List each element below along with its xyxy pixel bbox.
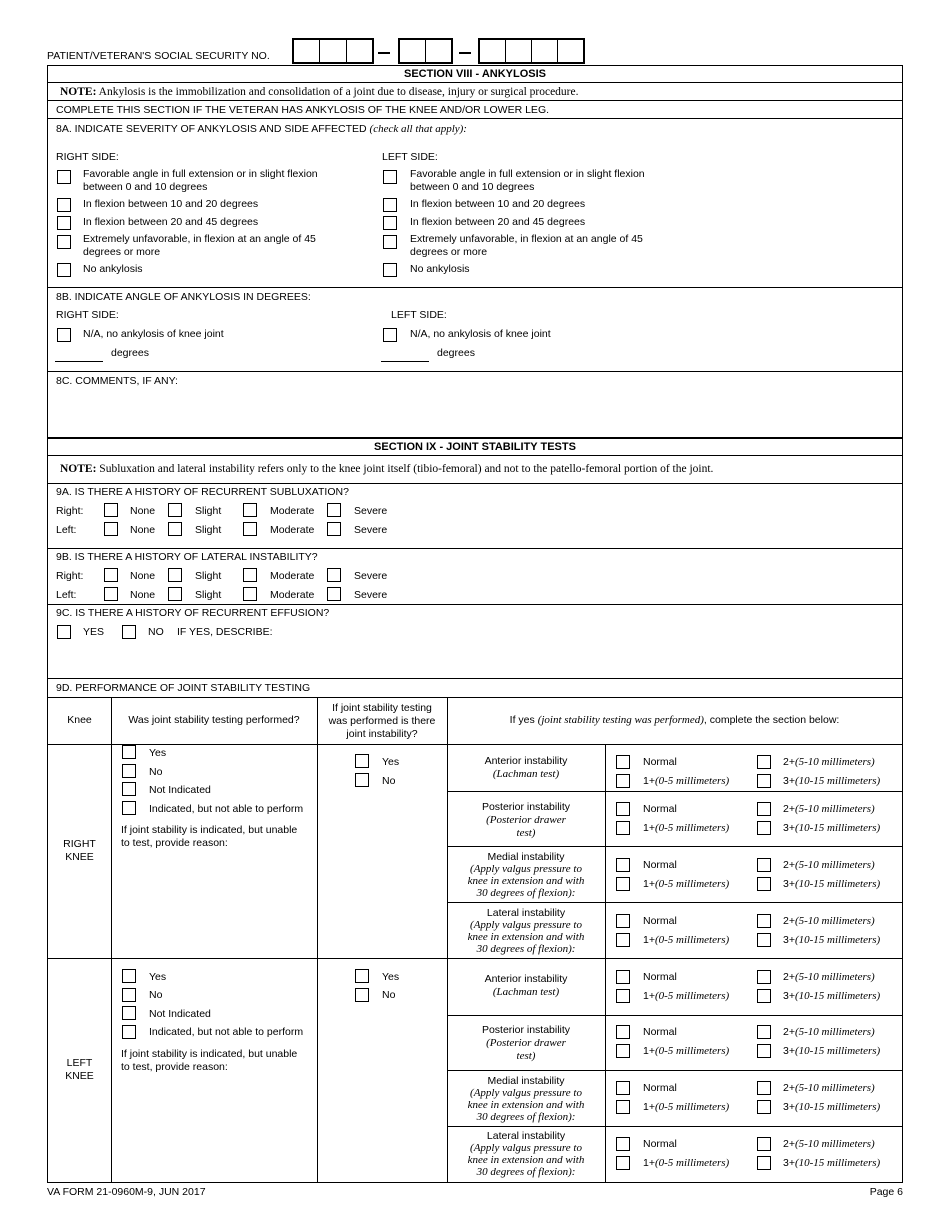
rk-posterior-normal-checkbox[interactable]	[616, 802, 630, 816]
rk-inst-no-checkbox[interactable]	[355, 773, 369, 787]
8a-right-20-45-checkbox[interactable]	[57, 216, 71, 230]
9a-right-severe-checkbox[interactable]	[327, 503, 341, 517]
opt: Moderate	[270, 505, 315, 517]
rk-perf-yes-checkbox[interactable]	[122, 745, 136, 759]
lk-lateral-2plus-checkbox[interactable]	[757, 1137, 771, 1151]
opt: Moderate	[270, 589, 315, 601]
lk-posterior-1plus-checkbox[interactable]	[616, 1044, 630, 1058]
opt: None	[130, 570, 156, 582]
opt: NO	[148, 626, 164, 638]
lk-inst-no-checkbox[interactable]	[355, 988, 369, 1002]
ssn-dash	[378, 52, 390, 54]
8b-left-na-checkbox[interactable]	[383, 328, 397, 342]
opt: 2+(5-10 millimeters)	[783, 915, 875, 927]
opt: 1+(0-5 millimeters)	[643, 1157, 730, 1169]
divider	[48, 82, 902, 83]
8b-right-degrees-input[interactable]	[55, 361, 103, 362]
opt: In flexion between 10 and 20 degrees	[410, 198, 586, 210]
9b-left-severe-checkbox[interactable]	[327, 587, 341, 601]
opt: No	[382, 775, 396, 787]
left-knee-label: LEFT KNEE	[65, 1057, 94, 1082]
q9d-label: 9D. PERFORMANCE OF JOINT STABILITY TESTING	[56, 682, 311, 694]
9b-left-moderate-checkbox[interactable]	[243, 587, 257, 601]
right-label: Right:	[56, 570, 84, 582]
9b-left-none-checkbox[interactable]	[104, 587, 118, 601]
lk-anterior-2plus-checkbox[interactable]	[757, 970, 771, 984]
s8-instruction: COMPLETE THIS SECTION IF THE VETERAN HAS ANKYLOSIS OF THE KNEE AND/OR LOWER LEG.	[56, 104, 550, 116]
opt: Yes	[382, 971, 400, 983]
deg: degrees	[111, 347, 149, 359]
rk-anterior-label: Anterior instability (Lachman test)	[484, 755, 568, 780]
section-9-title: SECTION IX - JOINT STABILITY TESTS	[374, 441, 576, 453]
q9b-label: 9B. IS THERE A HISTORY OF LATERAL INSTABILITY?	[56, 551, 318, 563]
8a-right-favorable-checkbox[interactable]	[57, 170, 71, 184]
opt: Extremely unfavorable, in flexion at an angle of 45	[410, 233, 643, 245]
8a-left-unfavorable-checkbox[interactable]	[383, 235, 397, 249]
section-8-title: SECTION VIII - ANKYLOSIS	[404, 68, 546, 80]
opt: 2+(5-10 millimeters)	[783, 756, 875, 768]
lk-lateral-label: Lateral instability (Apply valgus pressure to knee in extension and with 30 degrees of flexion):	[467, 1130, 585, 1178]
ssn-dash	[459, 52, 471, 54]
right-knee-label: RIGHT KNEE	[63, 838, 96, 863]
opt: N/A, no ankylosis of knee joint	[410, 328, 551, 340]
rk-lateral-label: Lateral instability (Apply valgus pressure to knee in extension and with 30 degrees of flexion):	[467, 907, 585, 955]
opt: Slight	[195, 589, 222, 601]
s9-note: NOTE: Subluxation and lateral instability refers only to the knee joint itself (tibio-femoral) and not to the patello-femoral portion of the joint.	[60, 463, 714, 475]
opt: Slight	[195, 505, 222, 517]
rk-inst-yes-checkbox[interactable]	[355, 754, 369, 768]
opt: Slight	[195, 524, 222, 536]
describe-label: IF YES, DESCRIBE:	[177, 626, 273, 638]
opt: Indicated, but not able to perform	[149, 803, 304, 815]
rk-anterior-1plus-checkbox[interactable]	[616, 774, 630, 788]
lk-anterior-normal-checkbox[interactable]	[616, 970, 630, 984]
opt: Normal	[643, 756, 677, 768]
opt: Normal	[643, 915, 677, 927]
opt: In flexion between 20 and 45 degrees	[410, 216, 586, 228]
opt: Severe	[354, 524, 388, 536]
left-label: Left:	[56, 524, 77, 536]
opt: 3+(10-15 millimeters)	[783, 822, 881, 834]
opt: 1+(0-5 millimeters)	[643, 775, 730, 787]
opt: Yes	[149, 971, 167, 983]
opt: Normal	[643, 1082, 677, 1094]
opt: Normal	[643, 971, 677, 983]
rk-lateral-1plus-checkbox[interactable]	[616, 933, 630, 947]
opt: N/A, no ankylosis of knee joint	[83, 328, 224, 340]
rk-posterior-1plus-checkbox[interactable]	[616, 821, 630, 835]
rk-lateral-3plus-checkbox[interactable]	[757, 933, 771, 947]
opt: Favorable angle in full extension or in slight flexion	[83, 168, 318, 180]
rk-medial-2plus-checkbox[interactable]	[757, 858, 771, 872]
right-label: Right:	[56, 505, 84, 517]
opt: 1+(0-5 millimeters)	[643, 878, 730, 890]
9a-left-severe-checkbox[interactable]	[327, 522, 341, 536]
opt: In flexion between 10 and 20 degrees	[83, 198, 259, 210]
lk-anterior-label: Anterior instability (Lachman test)	[484, 973, 568, 998]
opt: No	[149, 989, 163, 1001]
lk-posterior-2plus-checkbox[interactable]	[757, 1025, 771, 1039]
opt: Severe	[354, 589, 388, 601]
lk-inst-yes-checkbox[interactable]	[355, 969, 369, 983]
opt: Slight	[195, 570, 222, 582]
opt: degrees or more	[83, 246, 161, 258]
8a-left-none-checkbox[interactable]	[383, 263, 397, 277]
opt: Normal	[643, 1026, 677, 1038]
page-number: Page 6	[869, 1186, 903, 1198]
opt: In flexion between 20 and 45 degrees	[83, 216, 259, 228]
col-knee-header: Knee	[67, 714, 92, 726]
9b-right-slight-checkbox[interactable]	[168, 568, 182, 582]
9a-left-moderate-checkbox[interactable]	[243, 522, 257, 536]
col-ifyes-header: If yes (joint stability testing was performed), complete the section below:	[509, 714, 840, 726]
left-label: Left:	[56, 589, 77, 601]
8a-right-10-20-checkbox[interactable]	[57, 198, 71, 212]
rk-reason-label: If joint stability is indicated, but unable to test, provide reason:	[121, 824, 298, 849]
opt: Not Indicated	[149, 784, 211, 796]
9a-left-none-checkbox[interactable]	[104, 522, 118, 536]
ssn-field-1[interactable]	[292, 38, 374, 64]
9b-left-slight-checkbox[interactable]	[168, 587, 182, 601]
8a-right-unfavorable-checkbox[interactable]	[57, 235, 71, 249]
opt: 2+(5-10 millimeters)	[783, 1082, 875, 1094]
opt: 1+(0-5 millimeters)	[643, 1045, 730, 1057]
opt: 2+(5-10 millimeters)	[783, 971, 875, 983]
8b-right-na-checkbox[interactable]	[57, 328, 71, 342]
lk-lateral-normal-checkbox[interactable]	[616, 1137, 630, 1151]
opt: 3+(10-15 millimeters)	[783, 1045, 881, 1057]
ssn-field-2[interactable]	[398, 38, 453, 64]
rk-anterior-2plus-checkbox[interactable]	[757, 755, 771, 769]
8a-left-10-20-checkbox[interactable]	[383, 198, 397, 212]
opt: 2+(5-10 millimeters)	[783, 803, 875, 815]
rk-perf-unable-checkbox[interactable]	[122, 801, 136, 815]
opt: 2+(5-10 millimeters)	[783, 859, 875, 871]
rk-anterior-3plus-checkbox[interactable]	[757, 774, 771, 788]
opt: 2+(5-10 millimeters)	[783, 1138, 875, 1150]
8a-left-20-45-checkbox[interactable]	[383, 216, 397, 230]
opt: Moderate	[270, 524, 315, 536]
9a-right-moderate-checkbox[interactable]	[243, 503, 257, 517]
opt: Normal	[643, 859, 677, 871]
rk-perf-notindicated-checkbox[interactable]	[122, 782, 136, 796]
opt: Moderate	[270, 570, 315, 582]
form-number: VA FORM 21-0960M-9, JUN 2017	[47, 1186, 206, 1198]
opt: None	[130, 505, 156, 517]
opt: None	[130, 589, 156, 601]
lk-medial-label: Medial instability (Apply valgus pressure to knee in extension and with 30 degrees of flexion):	[467, 1075, 585, 1123]
opt: Severe	[354, 570, 388, 582]
q9c-label: 9C. IS THERE A HISTORY OF RECURRENT EFFUSION?	[56, 607, 330, 619]
opt: degrees or more	[410, 246, 488, 258]
opt: between 0 and 10 degrees	[83, 181, 208, 193]
lk-perf-no-checkbox[interactable]	[122, 988, 136, 1002]
9c-describe-input[interactable]	[50, 642, 900, 676]
right-side-label: RIGHT SIDE:	[56, 309, 119, 321]
9a-right-none-checkbox[interactable]	[104, 503, 118, 517]
left-side-label: LEFT SIDE:	[382, 151, 438, 163]
opt: YES	[83, 626, 105, 638]
opt: 1+(0-5 millimeters)	[643, 822, 730, 834]
lk-lateral-1plus-checkbox[interactable]	[616, 1156, 630, 1170]
9c-yes-checkbox[interactable]	[57, 625, 71, 639]
lk-perf-notindicated-checkbox[interactable]	[122, 1006, 136, 1020]
rk-posterior-3plus-checkbox[interactable]	[757, 821, 771, 835]
rk-medial-normal-checkbox[interactable]	[616, 858, 630, 872]
rk-medial-label: Medial instability (Apply valgus pressure to knee in extension and with 30 degrees of flexion):	[467, 851, 585, 899]
lk-posterior-3plus-checkbox[interactable]	[757, 1044, 771, 1058]
opt: between 0 and 10 degrees	[410, 181, 535, 193]
opt: 3+(10-15 millimeters)	[783, 1101, 881, 1113]
opt: 1+(0-5 millimeters)	[643, 1101, 730, 1113]
opt: Yes	[382, 756, 400, 768]
lk-medial-2plus-checkbox[interactable]	[757, 1081, 771, 1095]
q9a-label: 9A. IS THERE A HISTORY OF RECURRENT SUBLUXATION?	[56, 486, 349, 498]
opt: 1+(0-5 millimeters)	[643, 990, 730, 1002]
opt: No	[382, 989, 396, 1001]
left-side-label: LEFT SIDE:	[391, 309, 447, 321]
opt: 3+(10-15 millimeters)	[783, 934, 881, 946]
lk-posterior-normal-checkbox[interactable]	[616, 1025, 630, 1039]
8b-left-degrees-input[interactable]	[381, 361, 429, 362]
9a-left-slight-checkbox[interactable]	[168, 522, 182, 536]
9b-right-severe-checkbox[interactable]	[327, 568, 341, 582]
rk-lateral-2plus-checkbox[interactable]	[757, 914, 771, 928]
opt: Severe	[354, 505, 388, 517]
lk-medial-normal-checkbox[interactable]	[616, 1081, 630, 1095]
rk-posterior-2plus-checkbox[interactable]	[757, 802, 771, 816]
9a-right-slight-checkbox[interactable]	[168, 503, 182, 517]
rk-medial-1plus-checkbox[interactable]	[616, 877, 630, 891]
rk-posterior-label: Posterior instability (Posterior drawer test)	[481, 801, 571, 839]
opt: No ankylosis	[83, 263, 143, 275]
rk-medial-3plus-checkbox[interactable]	[757, 877, 771, 891]
8c-comments-input[interactable]	[50, 390, 900, 435]
ssn-field-3[interactable]	[478, 38, 585, 64]
opt: None	[130, 524, 156, 536]
9b-right-none-checkbox[interactable]	[104, 568, 118, 582]
ssn-label: PATIENT/VETERAN'S SOCIAL SECURITY NO.	[47, 50, 270, 62]
opt: 3+(10-15 millimeters)	[783, 1157, 881, 1169]
rk-anterior-normal-checkbox[interactable]	[616, 755, 630, 769]
lk-perf-yes-checkbox[interactable]	[122, 969, 136, 983]
opt: Extremely unfavorable, in flexion at an angle of 45	[83, 233, 316, 245]
opt: Indicated, but not able to perform	[149, 1026, 304, 1038]
lk-lateral-3plus-checkbox[interactable]	[757, 1156, 771, 1170]
lk-posterior-label: Posterior instability (Posterior drawer test)	[481, 1024, 571, 1062]
opt: 3+(10-15 millimeters)	[783, 990, 881, 1002]
rk-lateral-normal-checkbox[interactable]	[616, 914, 630, 928]
9b-right-moderate-checkbox[interactable]	[243, 568, 257, 582]
q8a-label: 8A. INDICATE SEVERITY OF ANKYLOSIS AND SIDE AFFECTED (check all that apply):	[56, 123, 467, 135]
opt: Not Indicated	[149, 1008, 211, 1020]
lk-anterior-3plus-checkbox[interactable]	[757, 989, 771, 1003]
rk-perf-no-checkbox[interactable]	[122, 764, 136, 778]
opt: 3+(10-15 millimeters)	[783, 878, 881, 890]
lk-anterior-1plus-checkbox[interactable]	[616, 989, 630, 1003]
lk-perf-unable-checkbox[interactable]	[122, 1025, 136, 1039]
col-instability-header: If joint stability testing was performed is there joint instability?	[328, 702, 436, 740]
opt: Yes	[149, 747, 167, 759]
8a-left-favorable-checkbox[interactable]	[383, 170, 397, 184]
opt: 2+(5-10 millimeters)	[783, 1026, 875, 1038]
q8b-label: 8B. INDICATE ANGLE OF ANKYLOSIS IN DEGREES:	[56, 291, 311, 303]
opt: 1+(0-5 millimeters)	[643, 934, 730, 946]
opt: Normal	[643, 803, 677, 815]
opt: No	[149, 766, 163, 778]
deg: degrees	[437, 347, 475, 359]
col-performed-header: Was joint stability testing performed?	[128, 714, 300, 726]
s8-note: NOTE: Ankylosis is the immobilization and consolidation of a joint due to disease, injury or surgical procedure.	[60, 86, 579, 98]
lk-medial-1plus-checkbox[interactable]	[616, 1100, 630, 1114]
9c-no-checkbox[interactable]	[122, 625, 136, 639]
opt: 3+(10-15 millimeters)	[783, 775, 881, 787]
8a-right-none-checkbox[interactable]	[57, 263, 71, 277]
lk-medial-3plus-checkbox[interactable]	[757, 1100, 771, 1114]
opt: Favorable angle in full extension or in slight flexion	[410, 168, 645, 180]
right-side-label: RIGHT SIDE:	[56, 151, 119, 163]
lk-reason-label: If joint stability is indicated, but unable to test, provide reason:	[121, 1048, 298, 1073]
opt: No ankylosis	[410, 263, 470, 275]
opt: Normal	[643, 1138, 677, 1150]
q8c-label: 8C. COMMENTS, IF ANY:	[56, 375, 178, 387]
